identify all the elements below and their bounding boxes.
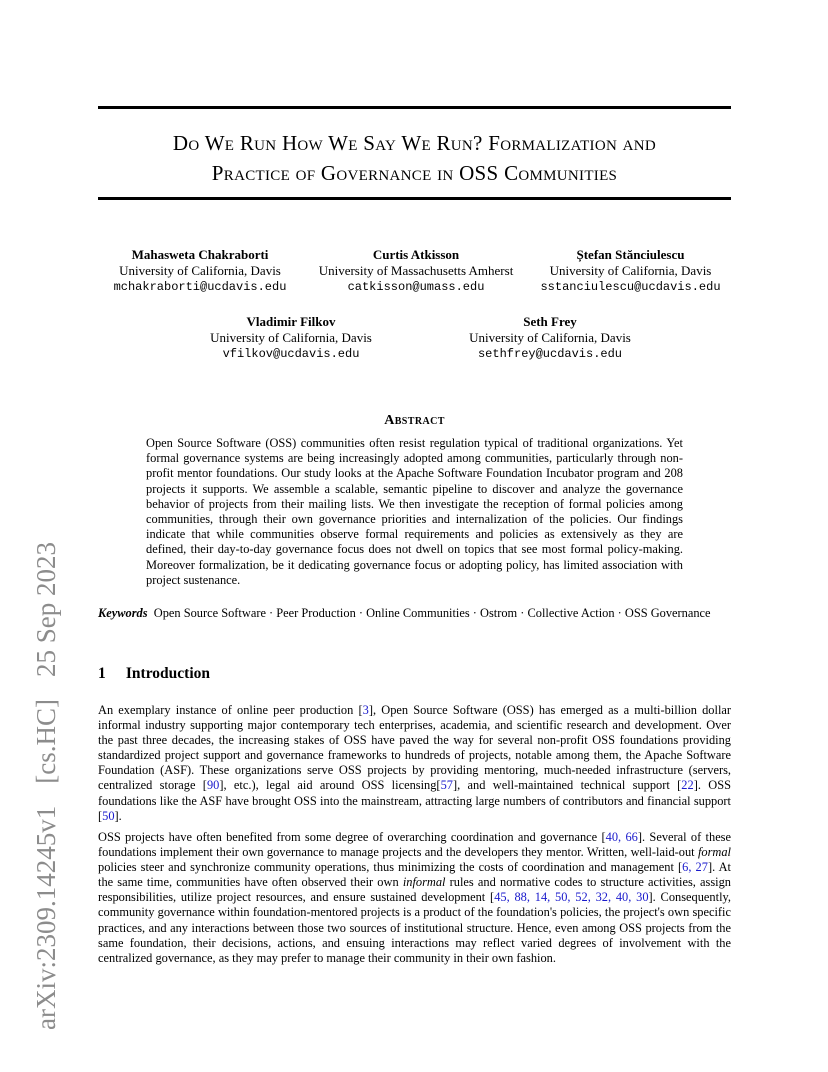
intro-paragraph-2 [98,830,731,966]
citation-link[interactable]: [ 22 ] [677,778,698,792]
citation-link[interactable]: [ 45, 88, 14, 50, 52, 32, 40, 30 ] [490,890,653,904]
author-affiliation: University of California, Davis [549,263,712,278]
author-affiliation: University of Massachusetts Amherst [318,263,514,278]
section-title: Introduction [125,665,210,682]
author-email[interactable]: sethfrey@ucdavis.edu [477,347,623,361]
author-email[interactable]: vfilkov@ucdavis.edu [222,347,360,361]
paragraph-text: , Open Source Software (OSS) has emerged as a multi-billion dollar informal industry supporting major contemporary tech enterprises, academia, and scientific research and development. Over the past three decades, the increasing stakes of OSS have paved the way for several non-profit OSS foundations providing standardized project support and governance frameworks to hundreds of projects, notable among them, the Apache Software Foundation (ASF). These organizations serve OSS projects by providing mentoring, much-needed infrastructure (servers, centralized storage [98,703,732,793]
citation-link[interactable]: [ 90 ] [203,778,224,792]
citation-link[interactable]: [ 40, 66 ] [602,830,643,844]
intro-paragraph-1 [98,703,731,824]
emphasis-formal: formal [697,845,731,860]
paragraph-text: , etc.), legal aid around OSS licensing [223,778,437,793]
section-heading [98,665,210,683]
abstract-heading: Abstract [384,413,445,428]
author-card [530,247,731,295]
section-number: 1 [98,665,106,682]
author-card [98,247,302,295]
citation-link[interactable]: [ 50 ] [98,809,119,823]
paper-title [98,128,731,188]
paragraph-text: policies steer and synchronize community operations, thus minimizing the costs of coordination and management [98,860,679,875]
paragraph-text: OSS projects have often benefited from some degree of overarching coordination and governance [98,830,602,844]
paragraph-text: rules and normative codes to structure activities, assign responsibilities, utilize project resources, and ensure sustained development [98,875,731,905]
paragraph-text: , and well-maintained technical support [457,778,678,793]
title-rule-top [98,106,731,109]
paragraph-text: . Consequently, community governance within foundation-mentored projects is a product of the foundation's policies, the project's own specific practices, and any interactions between those two sources of institutional structure. Hence, even among OSS projects from the same foundation, their decisions, actions, and ensuing interactions may reflect varied degrees of involvement with the centralized governance, as they may prefer to manage their community in their own fashion. [98,890,731,965]
author-card [186,314,396,362]
author-name: Ștefan Stănciulescu [576,247,685,262]
paragraph-text: . OSS foundations like the ASF have brought OSS into the mainstream, attracting large numbers of contributors and financial support [98,778,731,808]
paragraph-text: . At the same time, communities have often observed their own [98,860,731,890]
abstract-text: Open Source Software (OSS) communities often resist regulation typical of traditional organizations. Yet formal governance systems are being increasingly adopted among communities, particularly through non-profit mentor foundations. Our study looks at the Apache Software Foundation Incubator program and 208 projects it supports. We assemble a scalable, semantic pipeline to discover and analyze the governance behavior of projects from their mailing lists. We then investigate the reception of formal policies among communities, through their own governance priorities and internalization of the policies. Our findings indicate that while communities observe formal requirements and policies as extensively as they are defined, their day-to-day governance focus does not dwell on topics that see most formal policy-making. Moreover formalization, be it dedicating governance focus or adopting policy, has limited association with project sustenance. [146,436,683,587]
arxiv-category: [cs.HC] [31,699,61,784]
arxiv-date: 25 Sep 2023 [31,542,61,678]
keywords [98,606,731,621]
author-name: Seth Frey [523,314,577,329]
keywords-label: Keywords [98,606,148,620]
author-card [448,314,652,362]
paragraph-text: . Several of these foundations implement their own governance to manage projects and the developers they mentor. Written, well-laid-out [98,830,732,860]
author-affiliation: University of California, Davis [469,330,631,345]
author-email[interactable]: catkisson@umass.edu [347,280,485,294]
author-name: Mahasweta Chakraborti [131,247,269,262]
arxiv-id[interactable]: arXiv:2309.14245v1 [31,805,61,1030]
title-line-1: Do We Run How We Say We Run? Formalization and [172,131,657,155]
citation-link[interactable]: [ 57 ] [436,778,457,792]
paragraph-text: An exemplary instance of online peer production [98,703,359,717]
author-name: Vladimir Filkov [246,314,336,329]
author-affiliation: University of California, Davis [210,330,372,345]
citation-link[interactable]: [ 6, 27 ] [678,860,712,874]
keywords-list: Open Source Software · Peer Production · Online Communities · Ostrom · Collective Action · OSS Governance [153,606,711,620]
author-card [306,247,526,295]
author-email[interactable]: mchakraborti@ucdavis.edu [113,280,287,294]
paragraph-text: . [118,808,122,823]
author-affiliation: University of California, Davis [119,263,281,278]
citation-link[interactable]: [ 3 ] [359,703,373,717]
emphasis-informal: informal [402,875,446,890]
arxiv-sidebar [28,280,64,1030]
title-rule-bottom [98,197,731,200]
author-email[interactable]: sstanciulescu@ucdavis.edu [540,280,721,294]
author-name: Curtis Atkisson [372,247,460,262]
title-line-2: Practice of Governance in OSS Communities [211,161,618,185]
